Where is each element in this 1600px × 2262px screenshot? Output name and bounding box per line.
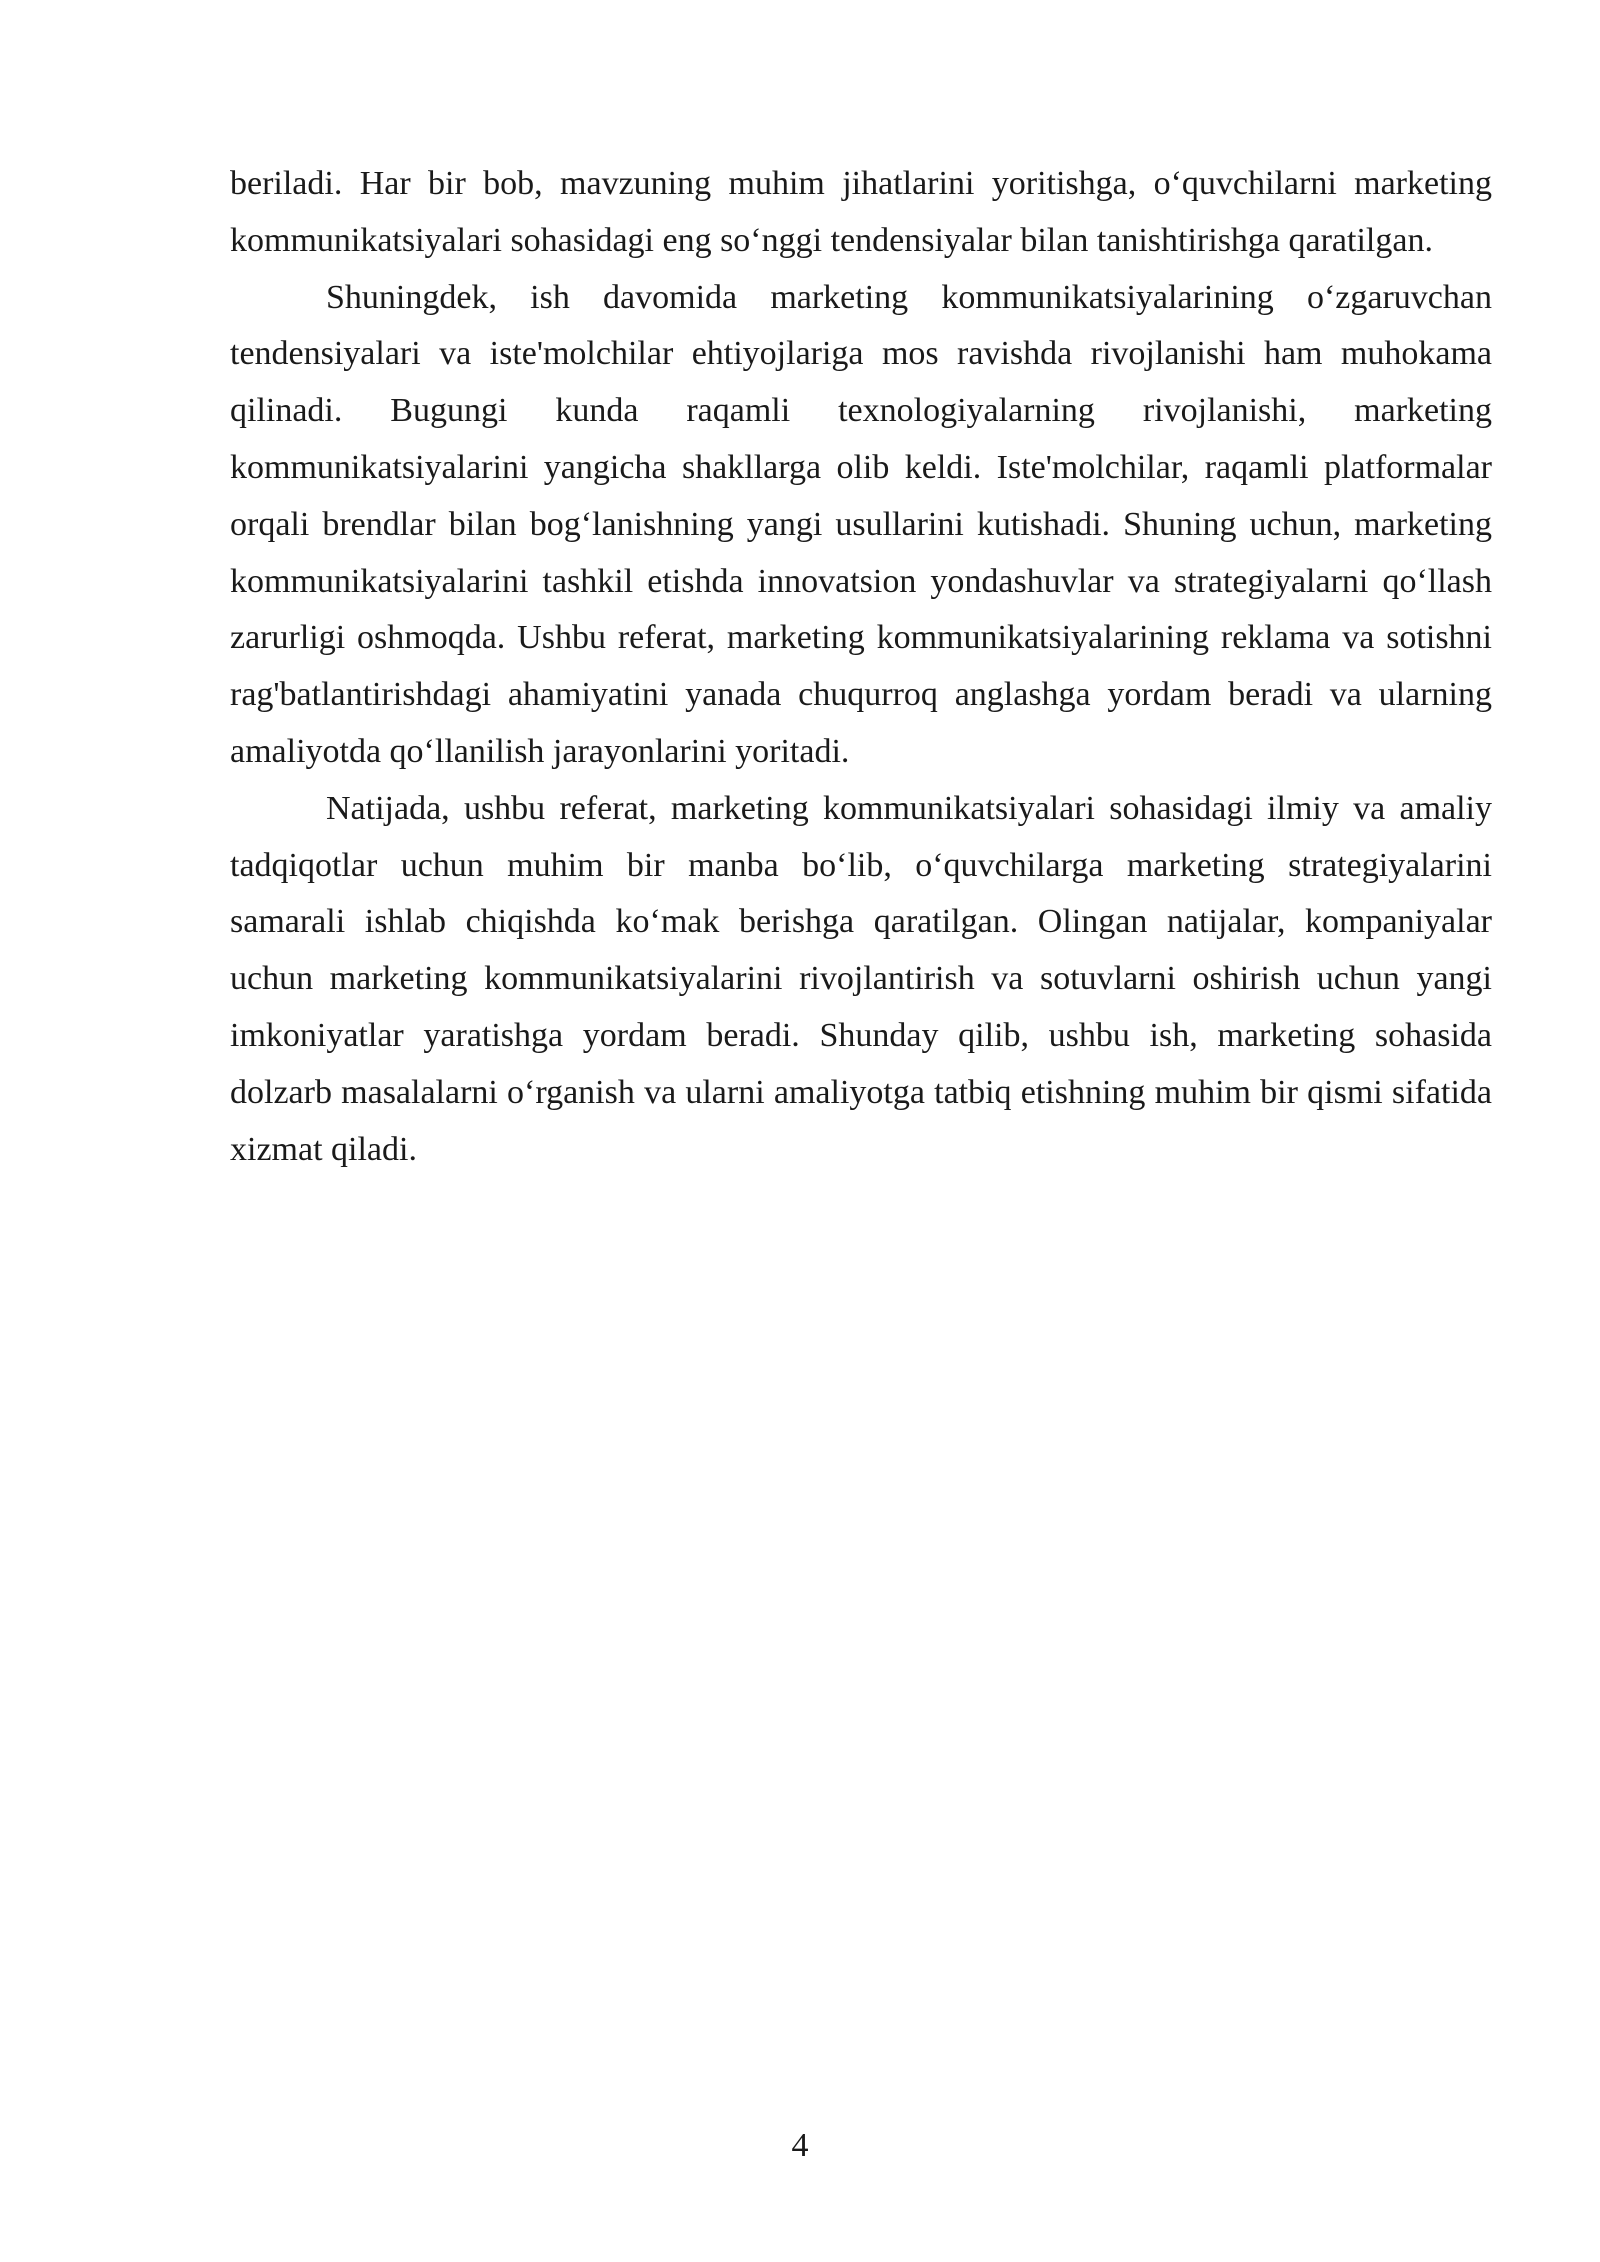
paragraph-conclusion: Natijada, ushbu referat, marketing kommunikatsiyalari sohasidagi ilmiy va amaliy tadqiqotlar uchun muhim bir manba bo‘lib, o‘quvchilarga marketing strategiyalarini samarali ishlab chiqishda ko‘mak berishga qaratilgan. Olingan natijalar, kompaniyalar uchun marketing kommunikatsiyalarini rivojlantirish va sotuvlarni oshirish uchun yangi imkoniyatlar yaratishga yordam beradi. Shunday qilib, ushbu ish, marketing sohasida dolzarb masalalarni o‘rganish va ularni amaliyotga tatbiq etishning muhim bir qismi sifatida xizmat qiladi. xyxy=(230,789,1492,1168)
paragraph-trends: Shuningdek, ish davomida marketing kommunikatsiyalarining o‘zgaruvchan tendensiyalari va iste'molchilar ehtiyojlariga mos ravishda rivojlanishi ham muhokama qilinadi. Bugungi kunda raqamli texnologiyalarning rivojlanishi, marketing kommunikatsiyalarini yangicha shakllarga olib keldi. Iste'molchilar, raqamli platformalar orqali brendlar bilan bog‘lanishning yangi usullarini kutishadi. Shuning uchun, marketing kommunikatsiyalarini tashkil etishda innovatsion yondashuvlar va strategiyalarni qo‘llash zarurligi oshmoqda. Ushbu referat, marketing kommunikatsiyalarining reklama va sotishni rag'batlantirishdagi ahamiyatini yanada chuqurroq anglashga yordam beradi va ularning amaliyotda qo‘llanilish jarayonlarini yoritadi. xyxy=(230,278,1492,770)
paragraph-continuation: beriladi. Har bir bob, mavzuning muhim jihatlarini yoritishga, o‘quvchilarni marketing kommunikatsiyalari sohasidagi eng so‘nggi tendensiyalar bilan tanishtirishga qaratilgan. xyxy=(230,165,1492,259)
body-text xyxy=(230,156,1492,1178)
page-number: 4 xyxy=(791,2127,809,2164)
